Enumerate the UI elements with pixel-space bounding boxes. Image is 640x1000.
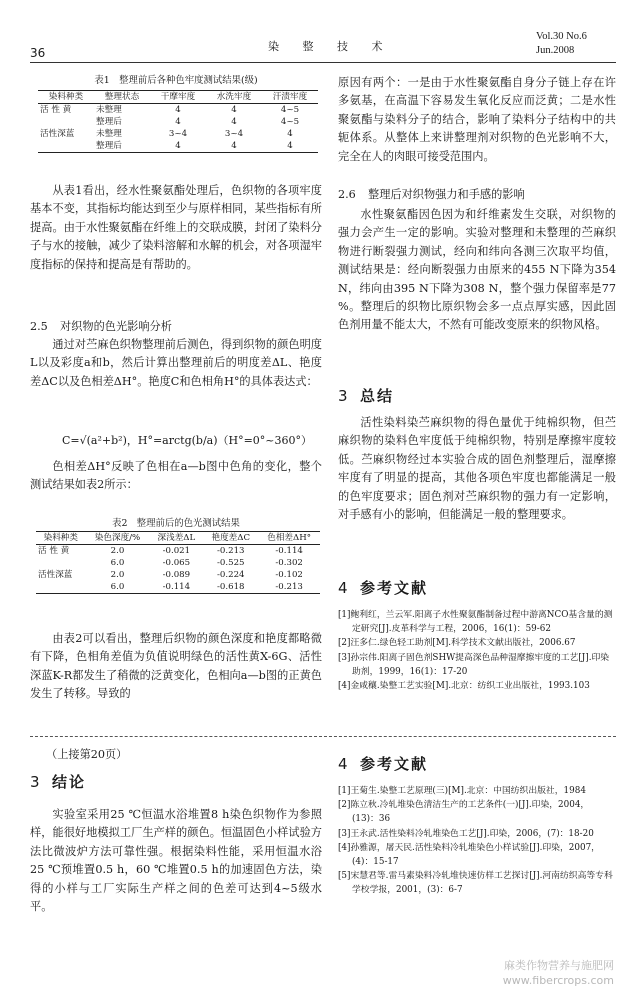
references-title: 参考文献 bbox=[360, 755, 429, 773]
right-paragraph-3: 活性染料染苎麻织物的得色量优于纯棉织物，但苎麻织物的染料色牢度低于纯棉织物，特别是摩擦牢度较低。苎麻织物经过本实验合成的固色剂整理后，湿摩擦牢度有了明显的提高，其他各项色牢度也都能满足一般的色牢度要求；固色剂对苎麻织物的强力有一定影响，对手感有小的影响，但能满足一般的整理要求。 bbox=[338, 416, 616, 522]
reference-item: [1]王菊生.染整工艺原理(三)[M].北京：中国纺织出版社，1984 bbox=[338, 786, 586, 796]
reference-item: [2]陈立秋.冷轧堆染色清洁生产的工艺条件(一)[J].印染，2004，(13)：36 bbox=[338, 800, 590, 825]
table-cell: 活 性 黄 bbox=[38, 546, 70, 556]
table1-col-0: 染料种类 bbox=[48, 92, 84, 102]
issue-date: Jun.2008 bbox=[536, 45, 575, 56]
table-cell: 3~4 bbox=[168, 129, 188, 139]
reference-item: [5]宋慧君等.雷马素染料冷轧堆快速仿样工艺探讨[J].河南纺织高等专科学校学报，2001，(3)：6-7 bbox=[338, 871, 613, 896]
left-paragraph-1: 从表1看出，经水性聚氨酯处理后，色织物的各项牢度基本不变，其指标均能达到至少与原样相同，某些指标有所提高。由于水性聚氨酯在纤维上的交联成膜，封闭了染料分子与水的接触，减少了染料溶解和水解的机会，对各项湿牢度指标的保持和提高是有帮助的。 bbox=[30, 184, 322, 271]
references-number: 4 bbox=[338, 755, 350, 773]
conclusion-paragraph: 实验室采用25 ℃恒温水浴堆置8 h染色织物作为参照样，能很好地模拟工厂生产样的颜色。恒温固色小样试验方法比微波炉方法可靠性强。根据染料性能，采用恒温水浴25 ℃预堆置0.5 h，60 ℃堆置0.5 h的加速固色方法，染得的小样与工厂实际生产样之间的色差可达到4~5级水平。 bbox=[30, 808, 322, 914]
reference-item: [4]金咸穰.染整工艺实验[M].北京：纺织工业出版社，1993.103 bbox=[338, 681, 590, 692]
table-cell: 4 bbox=[287, 129, 293, 139]
conclusion-number: 3 bbox=[30, 773, 42, 791]
section-2-6-number: 2.6 bbox=[338, 188, 356, 201]
table-cell: -0.102 bbox=[275, 570, 303, 580]
table-cell: 4 bbox=[175, 141, 181, 151]
table-cell: 4~5 bbox=[280, 105, 300, 115]
journal-title: 染 整 技 术 bbox=[268, 40, 393, 53]
references-heading-upper bbox=[338, 578, 616, 598]
reference-list-upper bbox=[338, 608, 616, 693]
section-2-5-title: 对织物的色光影响分析 bbox=[60, 320, 172, 333]
section-2-5-heading bbox=[30, 318, 322, 336]
section-2-6-heading bbox=[338, 186, 616, 204]
table2-col-1: 染色深度/% bbox=[94, 533, 141, 543]
references-title: 参考文献 bbox=[360, 579, 429, 597]
table-cell: 4 bbox=[175, 117, 181, 127]
table-cell: -0.213 bbox=[275, 582, 303, 592]
table-cell: -0.114 bbox=[275, 546, 303, 556]
table-cell: 3~4 bbox=[224, 129, 244, 139]
header-rule bbox=[30, 62, 616, 63]
table-cell: 活性深蓝 bbox=[40, 129, 75, 139]
reference-item: [3]孙宗伟.阳离子固色剂SHW提高深色品种湿摩擦牢度的工艺[J].印染助剂，1999，16(1)：17-20 bbox=[338, 652, 610, 677]
table-cell: 2.0 bbox=[110, 570, 125, 580]
table1-col-2: 干摩牢度 bbox=[160, 92, 196, 102]
table-cell: 未整理 bbox=[96, 129, 122, 139]
section-3-title: 总结 bbox=[360, 387, 395, 405]
table-cell: 4 bbox=[231, 141, 237, 151]
reference-item: [4]孙雅源，屠天民.活性染料冷轧堆染色小样试验[J].印染，2007，(4)：15-17 bbox=[338, 842, 600, 868]
table2-col-2: 深浅差ΔL bbox=[157, 533, 196, 543]
table2 bbox=[36, 531, 320, 594]
volume-info bbox=[536, 30, 587, 58]
table1-header-row bbox=[38, 91, 318, 104]
table-cell: 活 性 黄 bbox=[40, 105, 72, 115]
watermark-site-name: 麻类作物营养与施肥网 bbox=[504, 959, 614, 972]
table-cell: -0.302 bbox=[275, 558, 303, 568]
table-row bbox=[36, 569, 320, 581]
table-row bbox=[38, 104, 318, 117]
right-paragraph-1: 原因有两个：一是由于水性聚氨酯自身分子链上存在许多氨基，在高温下容易发生氧化反应而泛黄；二是水性聚氨酯与染料分子的结合，影响了染料分子结构中的共轭体系。从整体上来讲整理剂对织物的色光影响不大，完全在人的肉眼可接受范围内。 bbox=[338, 76, 616, 163]
table-cell: 未整理 bbox=[96, 105, 122, 115]
watermark-url: www.fibercrops.com bbox=[502, 974, 614, 987]
table-cell: -0.114 bbox=[162, 582, 191, 592]
conclusion-title: 结论 bbox=[52, 773, 87, 791]
table2-col-4: 色相差ΔH° bbox=[267, 533, 312, 543]
table-cell: 活性深蓝 bbox=[38, 570, 73, 580]
reference-item: [3]王永武.活性染料冷轧堆染色工艺[J].印染，2006，(7)：18-20 bbox=[338, 828, 594, 839]
volume-number: Vol.30 No.6 bbox=[536, 31, 587, 42]
section-3-heading bbox=[338, 386, 616, 406]
section-2-6-title: 整理后对织物强力和手感的影响 bbox=[368, 188, 525, 201]
right-paragraph-2: 水性聚氨酯因色因为和纤维素发生交联，对织物的强力会产生一定的影响。实验对整理和未整理的苎麻织物进行断裂强力测试，经向和纬向各测三次取平均值，测试结果是：经向断裂强力由原来的455 N下降为354 N，纬向由395 N下降为308 N，整个强力保留率是77 %。整理后的织物比原织物会多一点点厚实感，因此固色剂用量不能太大，不然有可能改变原来的织物风格。 bbox=[338, 208, 616, 332]
references-number: 4 bbox=[338, 579, 350, 597]
table-row bbox=[38, 116, 318, 128]
table2-col-3: 艳度差ΔC bbox=[211, 533, 251, 543]
table2-caption: 表2 整理前后的色光测试结果 bbox=[112, 518, 240, 529]
table-cell: -0.618 bbox=[217, 582, 245, 592]
table-cell: 4 bbox=[175, 105, 181, 115]
table-cell: 4 bbox=[231, 105, 237, 115]
watermark bbox=[503, 958, 614, 988]
table-cell bbox=[38, 140, 94, 153]
reference-item: [2]汪多仁.绿色轻工助剂[M].科学技术文献出版社，2006.67 bbox=[338, 638, 576, 649]
table1-col-1: 整理状态 bbox=[104, 92, 140, 102]
table2-header-row bbox=[36, 532, 320, 545]
table1-col-3: 水洗牢度 bbox=[216, 92, 252, 102]
table-cell: -0.021 bbox=[162, 546, 191, 556]
table-cell: -0.065 bbox=[162, 558, 191, 568]
reference-list-lower bbox=[338, 784, 616, 898]
references-heading-lower bbox=[338, 754, 616, 774]
table-cell bbox=[36, 557, 86, 569]
table-cell: 整理后 bbox=[96, 117, 122, 127]
table-cell: 4~5 bbox=[280, 117, 300, 127]
table-cell: -0.525 bbox=[217, 558, 245, 568]
reference-item: [1]鲍利红，兰云军.阳离子水性聚氨酯制备过程中游离NCO基含量的测定研究[J].皮革科学与工程，2006，16(1)：59-62 bbox=[338, 610, 613, 635]
article-separator bbox=[30, 736, 616, 737]
table-row bbox=[36, 557, 320, 569]
table-cell bbox=[36, 581, 86, 594]
table-cell: 4 bbox=[287, 141, 293, 151]
conclusion-heading bbox=[30, 772, 322, 792]
table-cell bbox=[38, 116, 94, 128]
table-cell: 4 bbox=[231, 117, 237, 127]
section-3-number: 3 bbox=[338, 387, 350, 405]
table-cell: 6.0 bbox=[110, 582, 125, 592]
section-2-5-number: 2.5 bbox=[30, 320, 48, 333]
table2-col-0: 染料种类 bbox=[43, 533, 78, 543]
table1 bbox=[38, 90, 318, 153]
table-cell: 整理后 bbox=[96, 141, 122, 151]
table1-caption: 表1 整理前后各种色牢度测试结果(级) bbox=[94, 75, 258, 86]
table-cell: 2.0 bbox=[110, 546, 125, 556]
formula: C=√(a²+b²)，H°=arctg(b/a)（H°=0°~360°） bbox=[62, 434, 313, 447]
left-paragraph-3: 色相差ΔH°反映了色相在a—b图中色角的变化，整个测试结果如表2所示： bbox=[30, 460, 322, 492]
table-cell: -0.089 bbox=[162, 570, 191, 580]
table-row bbox=[36, 581, 320, 594]
table-cell: 6.0 bbox=[110, 558, 125, 568]
page-number: 36 bbox=[30, 46, 46, 60]
table-cell: -0.224 bbox=[217, 570, 245, 580]
continued-note: （上接第20页） bbox=[46, 748, 128, 761]
table1-col-4: 汗渍牢度 bbox=[272, 92, 308, 102]
table-row bbox=[38, 140, 318, 153]
left-paragraph-2: 通过对苎麻色织物整理前后测色，得到织物的颜色明度L以及彩度a和b，然后计算出整理前后的明度差ΔL、艳度差ΔC以及色相差ΔH°。艳度C和色相角H°的具体表达式： bbox=[30, 338, 322, 388]
table-row bbox=[36, 545, 320, 558]
left-paragraph-4: 由表2可以看出，整理后织物的颜色深度和艳度都略微有下降，色相角差值为负值说明绿色的活性黄X-6G、活性深蓝K-R都发生了稍微的泛黄变化，色相向a—b图的正黄色发生了转移。导致的 bbox=[30, 632, 322, 701]
table-row bbox=[38, 128, 318, 140]
table-cell: -0.213 bbox=[217, 546, 245, 556]
